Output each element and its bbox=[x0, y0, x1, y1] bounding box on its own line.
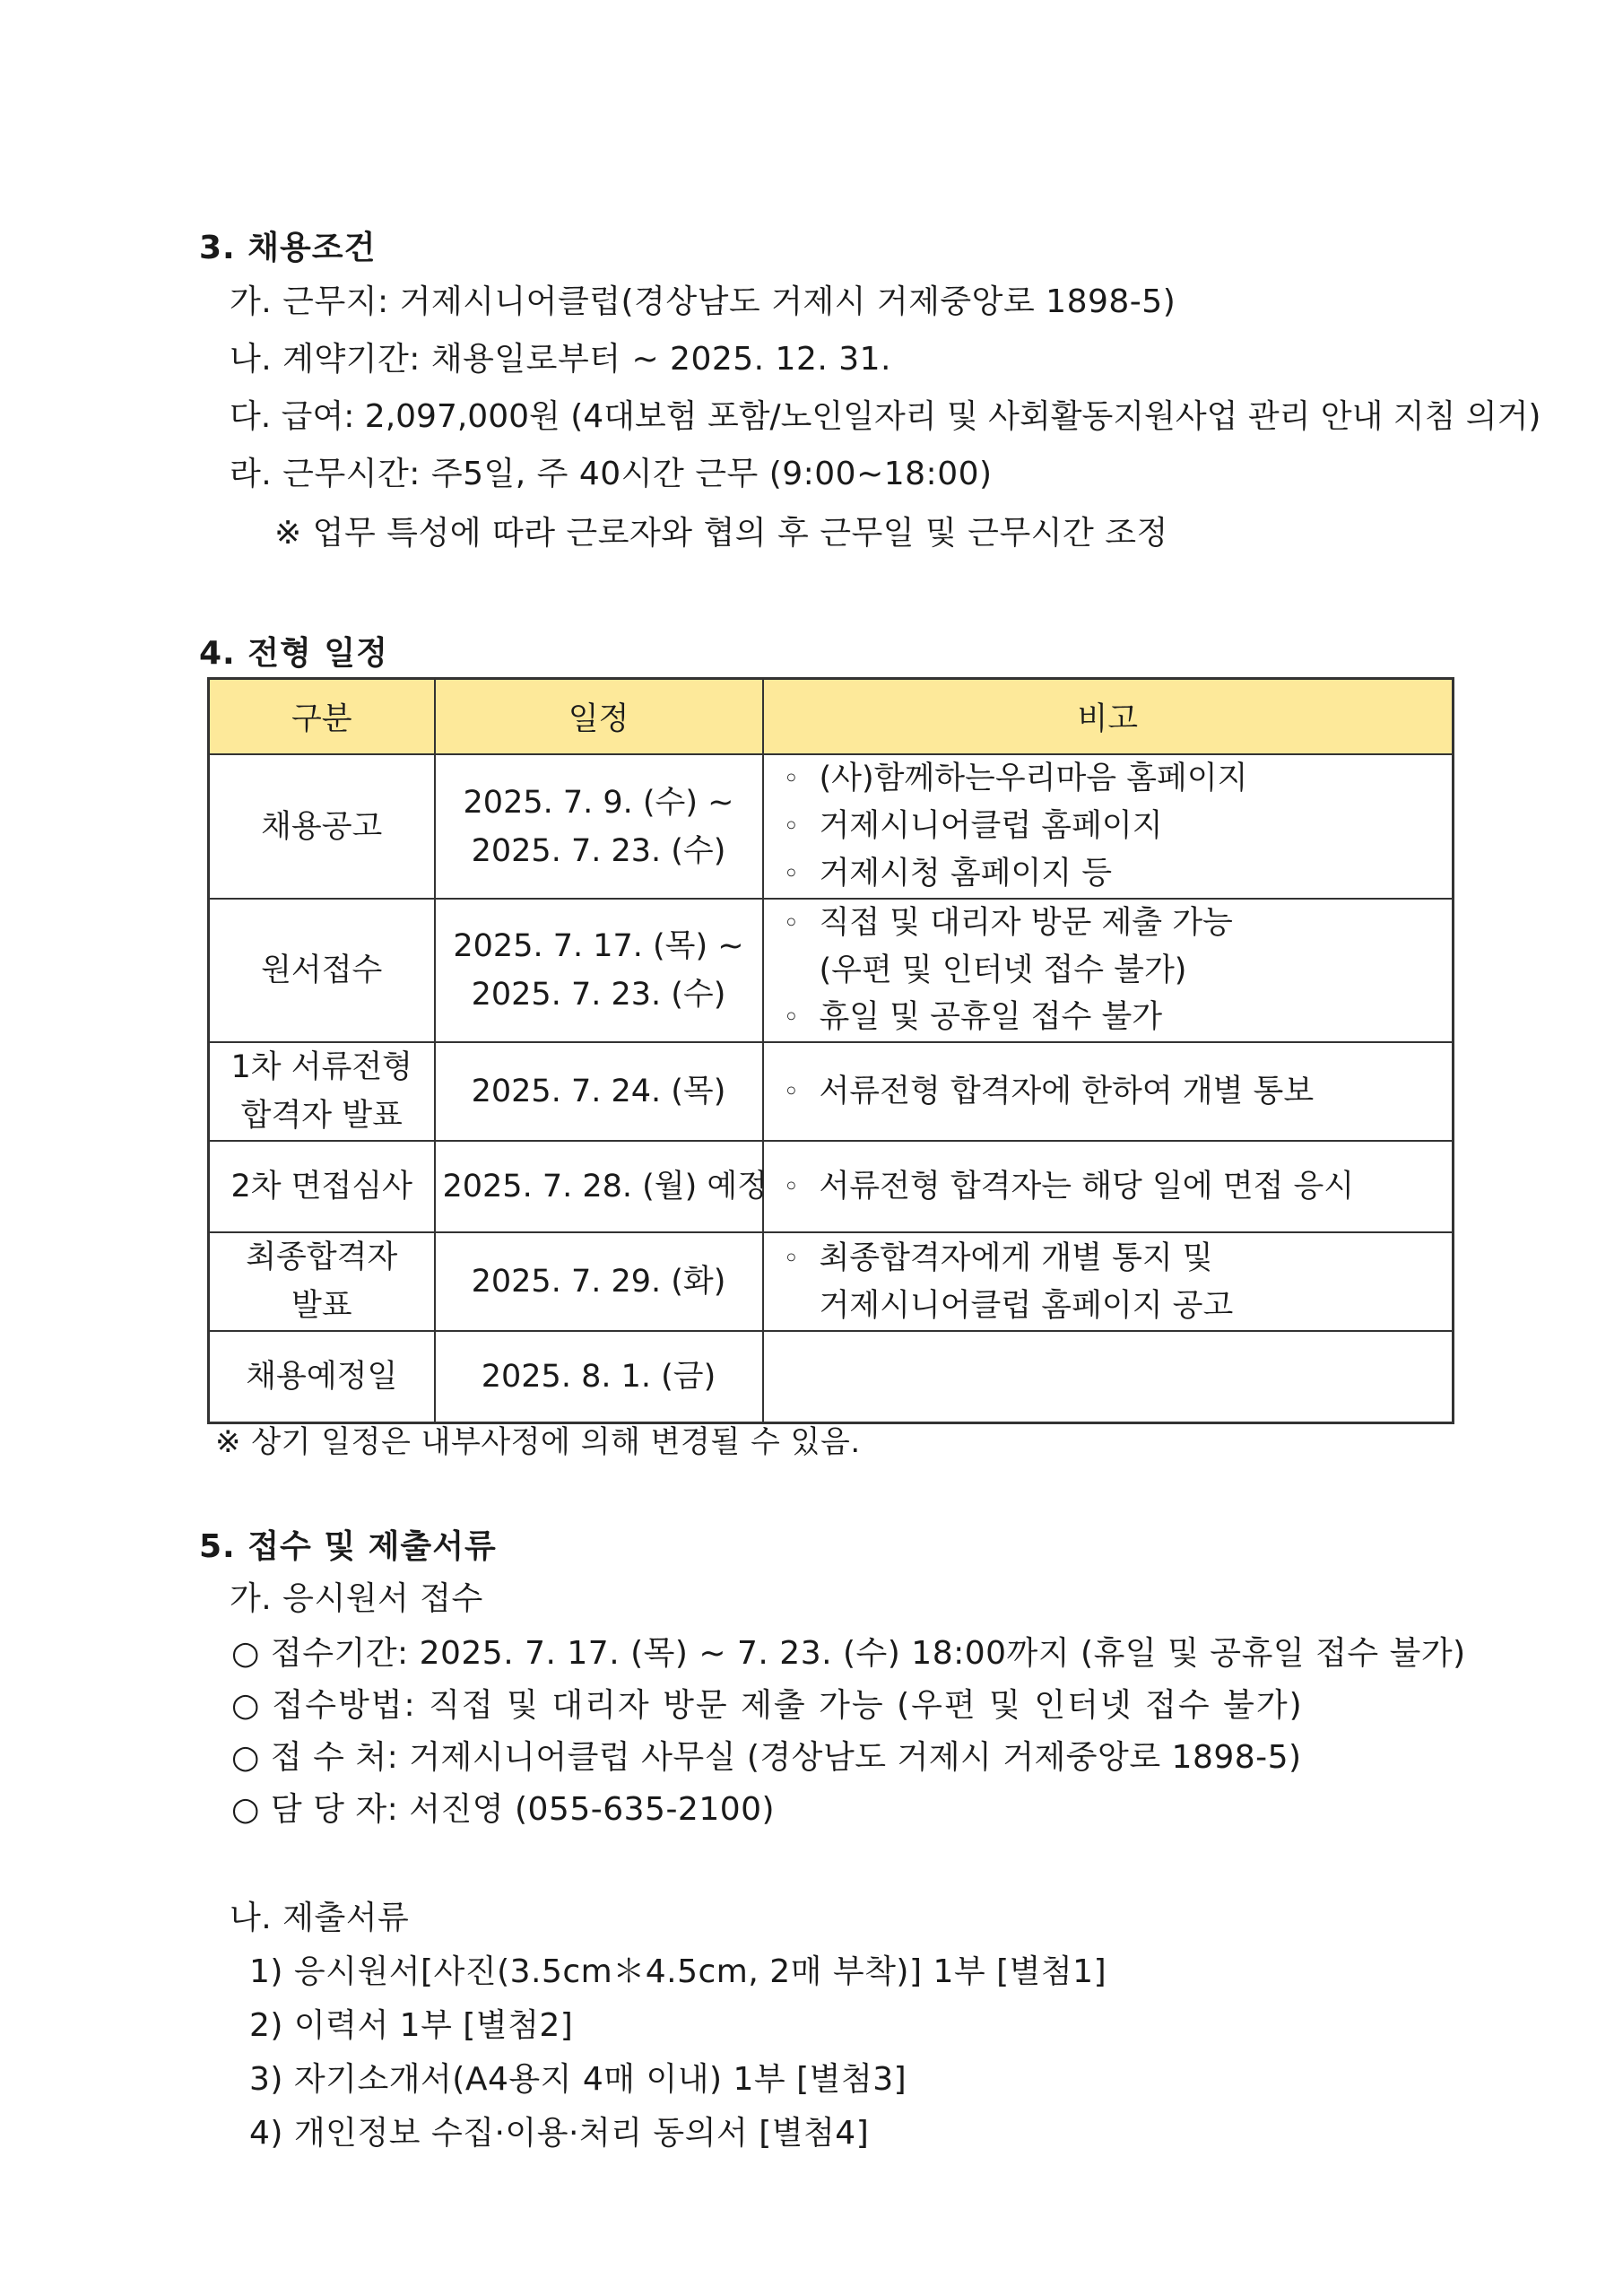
row-note bbox=[763, 1232, 1454, 1331]
date-text: 2025. 8. 1. (금) bbox=[481, 1358, 716, 1395]
circle-mark-icon: ○ bbox=[231, 1791, 260, 1828]
category-text: 최종합격자 bbox=[246, 1239, 398, 1275]
row-category bbox=[209, 1331, 435, 1422]
date-text: 2025. 7. 23. (수) bbox=[471, 977, 726, 1013]
note-line bbox=[784, 803, 1445, 850]
note-text: (우편 및 인터넷 접수 불가) bbox=[819, 952, 1187, 988]
row-note bbox=[763, 1042, 1454, 1141]
intake-text: 접수방법: 직접 및 대리자 방문 제출 가능 (우편 및 인터넷 접수 불가) bbox=[272, 1687, 1304, 1724]
table-row bbox=[209, 754, 1454, 899]
note-text: 서류전형 합격자는 해당 일에 면접 응시 bbox=[819, 1168, 1355, 1205]
section3-item: 다. 급여: 2,097,000원 (4대보험 포함/노인일자리 및 사회활동지원사업 관리 안내 지침 의거) bbox=[230, 398, 1541, 435]
date-text: 2025. 7. 28. (월) 예정 bbox=[442, 1169, 768, 1205]
category-text: 발표 bbox=[291, 1288, 352, 1324]
document-item: 3) 자기소개서(A4용지 4매 이내) 1부 [별첨3] bbox=[249, 2061, 907, 2098]
intake-item bbox=[231, 1784, 775, 1830]
row-category bbox=[209, 1141, 435, 1232]
date-text: 2025. 7. 23. (수) bbox=[471, 832, 726, 869]
section5-sub-a: 가. 응시원서 접수 bbox=[230, 1580, 483, 1617]
row-category bbox=[209, 754, 435, 899]
note-text: 거제시니어클럽 홈페이지 bbox=[819, 808, 1163, 844]
header-date: 일정 bbox=[435, 679, 763, 755]
category-text: 합격자 발표 bbox=[240, 1098, 403, 1134]
row-note bbox=[763, 1331, 1454, 1422]
intake-item bbox=[231, 1732, 1302, 1778]
table-row bbox=[209, 1042, 1454, 1141]
note-line bbox=[784, 1283, 1445, 1329]
section3-item: 가. 근무지: 거제시니어클럽(경상남도 거제시 거제중앙로 1898-5) bbox=[230, 283, 1176, 320]
date-text: 2025. 7. 9. (수) ~ bbox=[463, 784, 734, 821]
row-category bbox=[209, 1232, 435, 1331]
circle-mark-icon: ○ bbox=[231, 1635, 260, 1672]
circle-mark-icon: ○ bbox=[231, 1687, 262, 1724]
circle-bullet-icon: ◦ bbox=[783, 811, 800, 842]
section5-title: 5. 접수 및 제출서류 bbox=[199, 1528, 497, 1565]
circle-bullet-icon: ◦ bbox=[783, 763, 800, 795]
note-text: 직접 및 대리자 방문 제출 가능 bbox=[819, 905, 1233, 941]
section3-note-text: 업무 특성에 따라 근로자와 협의 후 근무일 및 근무시간 조정 bbox=[312, 515, 1168, 552]
table-header-row bbox=[209, 679, 1454, 755]
note-text: 최종합격자에게 개별 통지 및 bbox=[819, 1239, 1213, 1276]
section5-sub-b: 나. 제출서류 bbox=[230, 1900, 410, 1936]
note-line bbox=[784, 1163, 1445, 1211]
section4-title: 4. 전형 일정 bbox=[199, 635, 388, 672]
section3-title: 3. 채용조건 bbox=[199, 230, 377, 266]
category-text: 1차 서류전형 bbox=[230, 1049, 412, 1085]
circle-bullet-icon: ◦ bbox=[783, 1075, 800, 1108]
note-line bbox=[784, 850, 1445, 898]
row-note bbox=[763, 899, 1454, 1042]
note-line bbox=[784, 947, 1445, 994]
row-category bbox=[209, 1042, 435, 1141]
intake-text: 접수기간: 2025. 7. 17. (목) ~ 7. 23. (수) 18:00까지 (휴일 및 공휴일 접수 불가) bbox=[270, 1635, 1466, 1672]
row-date bbox=[435, 1141, 768, 1232]
row-date bbox=[435, 1232, 763, 1331]
date-text: 2025. 7. 29. (화) bbox=[471, 1264, 726, 1300]
circle-mark-icon: ○ bbox=[231, 1739, 260, 1776]
category-text: 채용공고 bbox=[261, 808, 383, 845]
circle-bullet-icon: ◦ bbox=[783, 908, 800, 939]
note-text: 휴일 및 공휴일 접수 불가 bbox=[819, 999, 1163, 1035]
note-text: 서류전형 합격자에 한하여 개별 통보 bbox=[819, 1073, 1315, 1109]
schedule-table bbox=[207, 677, 1454, 1424]
date-text: 2025. 7. 24. (목) bbox=[471, 1074, 726, 1109]
section3-note bbox=[274, 508, 1168, 553]
note-text: 거제시청 홈페이지 등 bbox=[819, 856, 1113, 891]
intake-item bbox=[231, 1628, 1466, 1674]
document-item: 2) 이력서 1부 [별첨2] bbox=[249, 2007, 574, 2044]
intake-text: 담 당 자: 서진영 (055-635-2100) bbox=[270, 1791, 776, 1828]
intake-item bbox=[231, 1680, 1304, 1726]
section3-item: 나. 계약기간: 채용일로부터 ~ 2025. 12. 31. bbox=[230, 341, 891, 378]
circle-bullet-icon: ◦ bbox=[783, 1170, 800, 1203]
circle-bullet-icon: ◦ bbox=[783, 858, 800, 890]
table-row bbox=[209, 1331, 1454, 1422]
category-text: 원서접수 bbox=[261, 952, 383, 988]
category-text: 2차 면접심사 bbox=[230, 1169, 412, 1205]
row-date bbox=[435, 754, 763, 899]
table-row bbox=[209, 899, 1454, 1042]
row-date bbox=[435, 899, 763, 1042]
circle-bullet-icon: ◦ bbox=[783, 1242, 800, 1274]
note-text: 거제시니어클럽 홈페이지 공고 bbox=[819, 1287, 1234, 1324]
schedule-footnote: ※ 상기 일정은 내부사정에 의해 변경될 수 있음. bbox=[215, 1424, 861, 1460]
note-line bbox=[784, 994, 1445, 1041]
row-note bbox=[763, 1141, 1454, 1232]
note-line bbox=[784, 1235, 1445, 1283]
intake-text: 접 수 처: 거제시니어클럽 사무실 (경상남도 거제시 거제중앙로 1898-5) bbox=[270, 1739, 1302, 1776]
note-text: (사)함께하는우리마음 홈페이지 bbox=[819, 761, 1248, 796]
table-row bbox=[209, 1141, 1454, 1232]
row-category bbox=[209, 899, 435, 1042]
header-category: 구분 bbox=[209, 679, 435, 755]
circle-bullet-icon: ◦ bbox=[783, 1002, 800, 1033]
note-line bbox=[784, 755, 1445, 803]
document-item: 4) 개인정보 수집·이용·처리 동의서 [별첨4] bbox=[249, 2115, 870, 2152]
note-line bbox=[784, 1068, 1445, 1116]
document-item: 1) 응시원서[사진(3.5cm＊4.5cm, 2매 부착)] 1부 [별첨1] bbox=[249, 1953, 1107, 1990]
category-text: 채용예정일 bbox=[246, 1358, 398, 1395]
reference-mark-icon: ※ bbox=[274, 515, 302, 552]
row-note bbox=[763, 754, 1454, 899]
section3-item: 라. 근무시간: 주5일, 주 40시간 근무 (9:00~18:00) bbox=[230, 456, 993, 492]
table-row bbox=[209, 1232, 1454, 1331]
row-date bbox=[435, 1331, 763, 1422]
date-text: 2025. 7. 17. (목) ~ bbox=[453, 928, 744, 964]
row-date bbox=[435, 1042, 763, 1141]
note-line bbox=[784, 900, 1445, 947]
header-note: 비고 bbox=[763, 679, 1454, 755]
